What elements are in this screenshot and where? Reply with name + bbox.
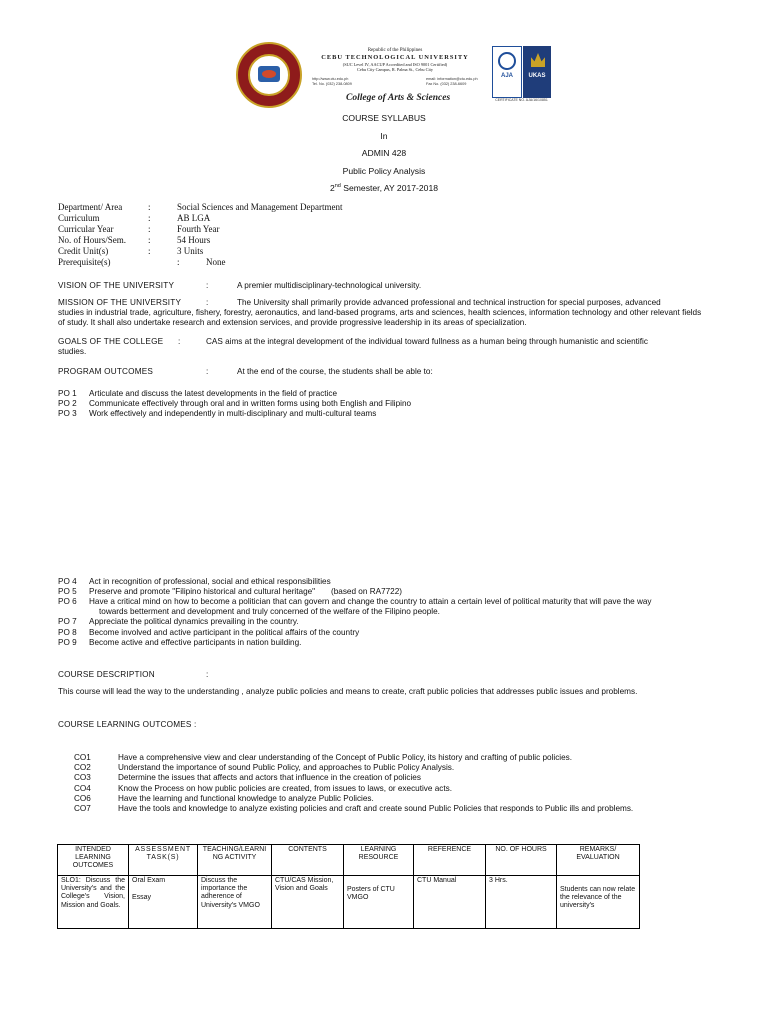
email-contact — [426, 77, 478, 86]
info-colon: : — [148, 213, 151, 223]
po-text: Articulate and discuss the latest developments in the field of practice — [89, 389, 338, 398]
clo-code: CO3 — [74, 773, 91, 782]
po-text: Communicate effectively through oral and in written forms using both English and Filipino — [89, 399, 412, 408]
seal-inner-ring — [248, 54, 290, 96]
program-outcomes-colon: : — [206, 367, 209, 376]
assessment-item: Oral Exam — [132, 877, 166, 884]
po-text: Work effectively and independently in multi-disciplinary and multi-cultural teams — [89, 409, 377, 418]
clo-text: Have the learning and functional knowledge to analyze Public Policies. — [118, 794, 374, 803]
course-description-colon: : — [206, 670, 209, 679]
table-cell-contents: CTU/CAS Mission, Vision and Goals — [272, 876, 344, 929]
title-course-syllabus: COURSE SYLLABUS — [342, 113, 426, 123]
clo-code: CO4 — [74, 784, 91, 793]
goals-text-rest: studies. — [58, 347, 87, 356]
mission-text-rest: studies in industrial trade, agriculture, fishery, forestry, aeronautics, and land-based programs, arts and sciences, health sciences, information technology and other relevant fields of study. It shall also undertake research and extension services, and provide progressive leadership in its areas of specialization. — [58, 308, 702, 327]
clo-label: COURSE LEARNING OUTCOMES : — [58, 720, 197, 729]
info-value: 54 Hours — [177, 235, 211, 245]
table-header-cell: REMARKS/ EVALUATION — [557, 845, 640, 876]
university-name: CEBU TECHNOLOGICAL UNIVERSITY — [321, 54, 469, 61]
info-value: None — [206, 257, 226, 267]
vision-text: A premier multidisciplinary-technological university. — [237, 281, 422, 290]
clo-text: Have a comprehensive view and clear understanding of the Concept of Public Policy, its history and crafting of public policies. — [118, 753, 573, 762]
title-in: In — [380, 131, 388, 141]
college-name: College of Arts & Sciences — [346, 93, 451, 103]
po-code: PO 1 — [58, 389, 77, 398]
clo-text: Understand the importance of sound Public Policy, and approaches to Public Policy Analysis. — [118, 763, 455, 772]
po-text: Act in recognition of professional, social and ethical responsibilities — [89, 577, 331, 586]
certificate-caption: CERTIFICATE NO. AJA/16/10851 — [495, 98, 548, 102]
vision-colon: : — [206, 281, 209, 290]
po-text: Become active and effective participants in nation building. — [89, 638, 302, 647]
aja-ring-icon — [498, 52, 516, 70]
aja-certification-logo — [492, 46, 522, 98]
info-colon: : — [148, 246, 151, 256]
info-label: Prerequisite(s) — [58, 257, 111, 267]
table-header-cell: INTENDED LEARNING OUTCOMES — [58, 845, 129, 876]
vision-label: VISION OF THE UNIVERSITY — [58, 281, 175, 290]
table-header-row — [58, 845, 640, 876]
title-course-name: Public Policy Analysis — [342, 166, 426, 176]
info-value: Social Sciences and Management Department — [177, 202, 343, 212]
seal-emblem-center — [262, 70, 276, 78]
table-header-cell: LEARNING RESOURCE — [344, 845, 414, 876]
semester-number: 2 — [329, 183, 335, 193]
po-code: PO 6 — [58, 597, 77, 606]
po-text: Appreciate the political dynamics prevailing in the country. — [89, 617, 299, 626]
info-colon: : — [148, 224, 151, 234]
table-header-cell: CONTENTS — [272, 845, 344, 876]
table-cell-assessment — [129, 876, 198, 929]
clo-code: CO1 — [74, 753, 91, 762]
po-code: PO 8 — [58, 628, 77, 637]
university-seal-logo — [236, 42, 302, 108]
po-code: PO 5 — [58, 587, 77, 596]
aja-label: AJA — [500, 73, 513, 79]
clo-text: Know the Process on how public policies are created, from issues to laws, or executive acts. — [118, 784, 453, 793]
table-header-cell: NO. OF HOURS — [486, 845, 557, 876]
table-cell-activity: Discuss the importance the adherence of University's VMGO — [198, 876, 272, 929]
info-label: Curricular Year — [58, 224, 114, 234]
po-code: PO 7 — [58, 617, 77, 626]
goals-text-first: CAS aims at the integral development of the individual toward fullness as a human being through humanistic and scientific — [206, 337, 648, 346]
po-text: Have a critical mind on how to become a politician that can govern and change the country to attain a certain level of political maturity that will pave the way — [89, 597, 652, 606]
goals-label: GOALS OF THE COLLEGE — [58, 337, 164, 346]
table-cell-ilo: SLO1: Discuss the University's and the College's Vision, Mission and Goals. — [58, 876, 129, 929]
assessment-item: Essay — [132, 894, 152, 902]
ukas-certification-logo — [523, 46, 551, 98]
clo-code: CO7 — [74, 804, 91, 813]
table-cell-hours: 3 Hrs. — [486, 876, 557, 929]
po-code: PO 4 — [58, 577, 77, 586]
po-text: Become involved and active participant in the political affairs of the country — [89, 628, 360, 637]
website-contact — [312, 77, 352, 86]
clo-code: CO6 — [74, 794, 91, 803]
info-value: AB LGA — [177, 213, 211, 223]
program-outcomes-intro: At the end of the course, the students shall be able to: — [237, 367, 433, 376]
clo-text: Determine the issues that affects and actors that influence in the creation of policies — [118, 773, 421, 782]
info-label: Credit Unit(s) — [58, 246, 109, 256]
clo-text: Have the tools and knowledge to analyze existing policies and craft and create sound Public Policies that responds to Public ills and problems. — [118, 804, 634, 813]
website-text: http://www.ctu.edu.ph — [312, 77, 349, 81]
mission-colon: : — [206, 298, 209, 307]
po-text-continued: towards betterment and development and truly concerned of the welfare of the Filipino people. — [99, 607, 440, 616]
mission-text-first: The University shall primarily provide advanced professional and technical instruction for special purposes, advanced — [237, 298, 661, 307]
course-description-label: COURSE DESCRIPTION — [58, 670, 155, 679]
republic-line: Republic of the Philippines — [367, 48, 423, 53]
resource-text: Posters of CTU VMGO — [347, 886, 395, 902]
info-label: No. of Hours/Sem. — [58, 235, 126, 245]
info-value: Fourth Year — [177, 224, 220, 234]
info-colon: : — [148, 235, 151, 245]
accreditation-line: (SUC Level IV, AACUP Accredited and ISO 9001 Certified) — [342, 62, 448, 67]
crown-icon — [531, 53, 545, 67]
semester-text: Semester, AY 2017-2018 — [340, 183, 439, 193]
title-course-code: ADMIN 428 — [361, 148, 407, 158]
remarks-text: Students can now relate the relevance of the university's — [560, 886, 636, 910]
po-code: PO 3 — [58, 409, 77, 418]
table-cell-reference: CTU Manual — [414, 876, 486, 929]
po-text: Preserve and promote "Filipino historical and cultural heritage" (based on RA7722) — [89, 587, 403, 596]
info-label: Department/ Area — [58, 202, 123, 212]
info-colon: : — [177, 257, 180, 267]
syllabus-table — [57, 844, 640, 929]
address-line: Cebu City Campus, R. Palma St., Cebu City — [356, 67, 434, 72]
table-header-cell: ASSESSMENT TASK(S) — [129, 845, 198, 876]
ukas-label: UKAS — [528, 73, 546, 79]
tel-text: Tel. No. (032) 238-0809 — [312, 81, 352, 86]
mission-label: MISSION OF THE UNIVERSITY — [58, 298, 182, 307]
university-letterhead — [305, 48, 485, 72]
table-header-cell: REFERENCE — [414, 845, 486, 876]
semester-superscript: nd — [334, 183, 341, 190]
table-row — [58, 876, 640, 929]
course-description-text: This course will lead the way to the understanding , analyze public policies and means to create, craft public policies that addresses public issues and problems. — [58, 687, 638, 696]
goals-colon: : — [178, 337, 181, 346]
fax-text: Fax No. (032) 238-6609 — [426, 81, 467, 86]
program-outcomes-label: PROGRAM OUTCOMES — [58, 367, 154, 376]
table-cell-remarks — [557, 876, 640, 929]
info-label: Curriculum — [58, 213, 100, 223]
po-code: PO 9 — [58, 638, 77, 647]
clo-code: CO2 — [74, 763, 91, 772]
table-cell-resource — [344, 876, 414, 929]
table-header-cell: TEACHING/LEARNING ACTIVITY — [198, 845, 272, 876]
email-text: email: information@ctu.edu.ph — [426, 77, 478, 81]
title-semester — [0, 183, 768, 193]
po-code: PO 2 — [58, 399, 77, 408]
info-value: 3 Units — [177, 246, 204, 256]
info-colon: : — [148, 202, 151, 212]
